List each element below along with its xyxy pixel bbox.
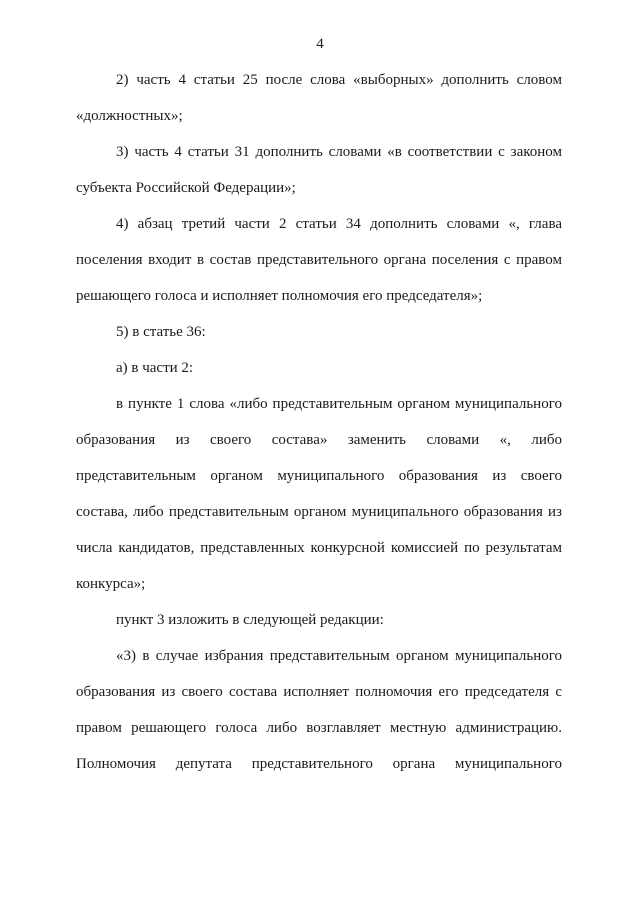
text-line: 5) в статье 36: [116, 324, 206, 340]
text-line: «3) в случае избрания представительным органом муниципального [116, 648, 562, 664]
text-line: пункт 3 изложить в следующей редакции: [116, 612, 384, 628]
text-line: субъекта Российской Федерации»; [76, 180, 296, 196]
text-line: 4) абзац третий части 2 статьи 34 дополнить словами «, глава [116, 216, 562, 232]
text-line: состава, либо представительным органом муниципального образования из [76, 504, 562, 520]
text-line: Полномочия депутата представительного органа муниципального [76, 756, 562, 772]
document-body [76, 62, 562, 782]
text-line: представительным органом муниципального образования из своего [76, 468, 562, 484]
text-line: поселения входит в состав представительного органа поселения с правом [76, 252, 562, 268]
text-line: образования из своего состава» заменить словами «, либо [76, 432, 562, 448]
text-line: а) в части 2: [116, 360, 194, 376]
text-line: образования из своего состава исполняет полномочия его председателя с [76, 684, 562, 700]
text-line: решающего голоса и исполняет полномочия его председателя»; [76, 288, 483, 304]
text-line: конкурса»; [76, 576, 146, 592]
page-number: 4 [316, 36, 324, 52]
text-line: «должностных»; [76, 108, 183, 124]
text-line: 3) часть 4 статьи 31 дополнить словами «в соответствии с законом [116, 144, 562, 160]
text-line: 2) часть 4 статьи 25 после слова «выборных» дополнить словом [116, 72, 562, 88]
text-line: правом решающего голоса либо возглавляет местную администрацию. [76, 720, 562, 736]
text-line: в пункте 1 слова «либо представительным органом муниципального [116, 396, 562, 412]
text-line: числа кандидатов, представленных конкурсной комиссией по результатам [76, 540, 562, 556]
